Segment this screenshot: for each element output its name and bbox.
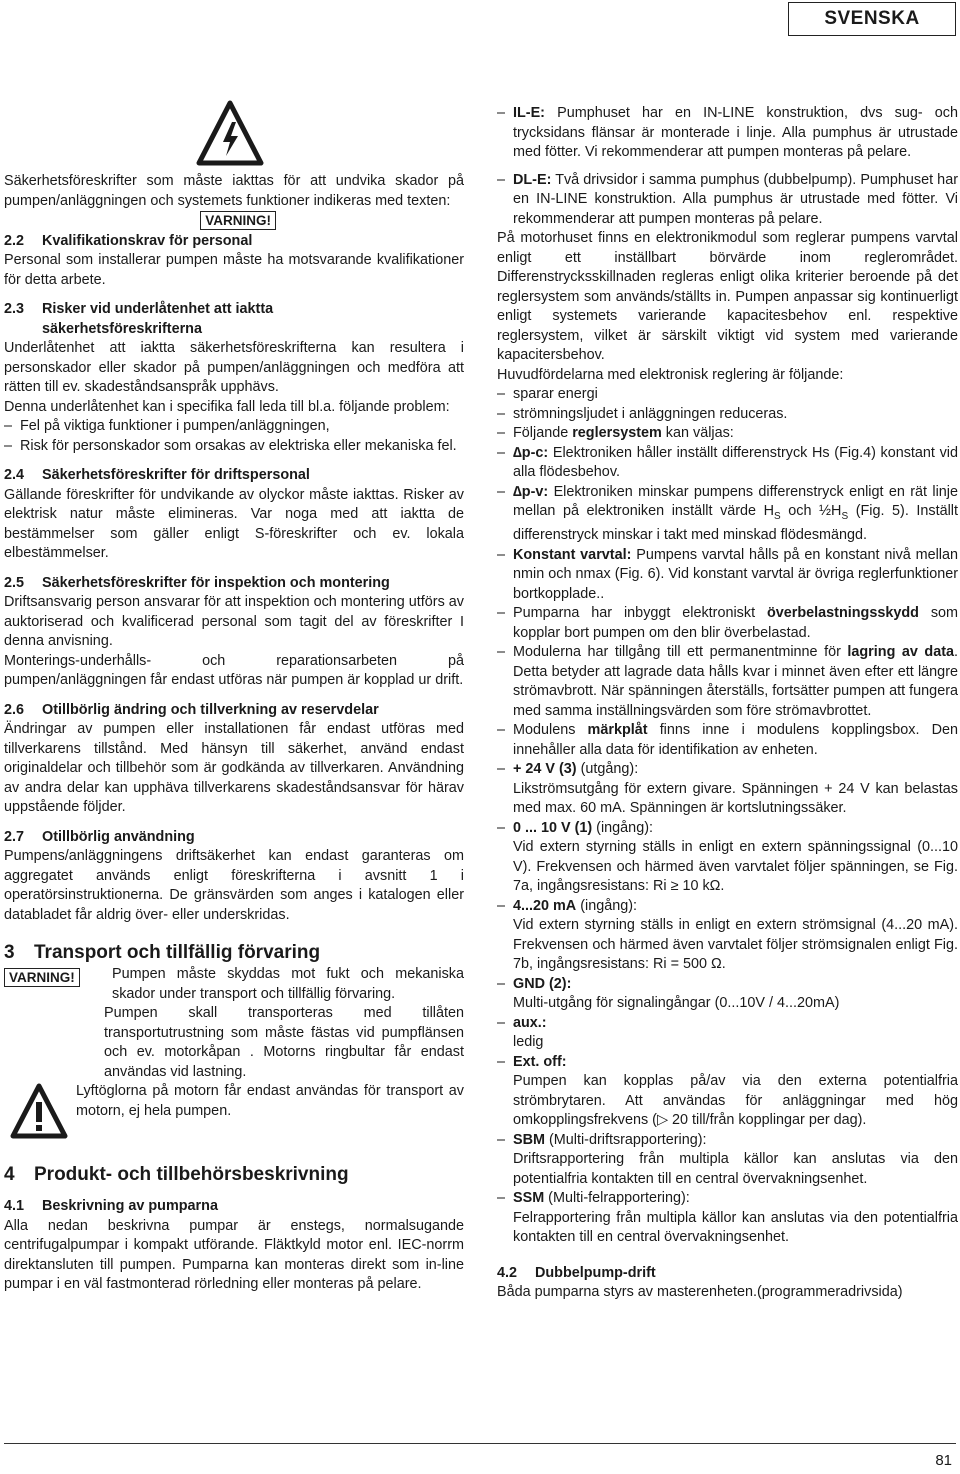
list-item: – IL-E: Pumphuset har en IN-LINE konstruktion, dvs sug- och trycksidans flänsar är monterade i linje. Alla pumphus är utrustade med fötter. Vi rekommenderar att pumpen monteras på pelare. [497, 104, 958, 163]
section-4-heading: 4 Produkt- och tillbehörsbeskrivning [4, 1164, 349, 1185]
advantages-list [497, 385, 958, 1248]
section-3-heading: 3 Transport och tillfällig förvaring [4, 942, 321, 963]
section-4-1-text: Alla nedan beskrivna pumpar är enstegs, normalsugande centrifugalpumpar i kompakt utförande. Fläktkyld motor enl. IEC-norrm direktansluten till pumpen. Pumparna kan monteras direkt som in-line pumpar i en väl fastmonterad rörledning eller monteras på pelare. [4, 1217, 464, 1292]
left-column [4, 120, 464, 1295]
intro-text: Säkerhetsföreskrifter som måste iakttas för att undvika skador på pumpen/anläggningen och systemets funktioner indikeras med texten: [4, 173, 464, 209]
list-item: – Följande reglersystem kan väljas: [497, 424, 958, 444]
list-item: – Fel på viktiga funktioner i pumpen/anläggningen, [4, 417, 464, 437]
list-item: – aux.: ledig [497, 1014, 958, 1053]
section-2-2-text: Personal som installerar pumpen måste ha motsvarande kvalifikationer för detta arbete. [4, 252, 464, 288]
section-3-text3: Lyftöglorna på motorn får endast användas för transport av motorn, ej hela pumpen. [76, 1083, 464, 1119]
advantages-intro: Huvudfördelarna med elektronisk reglering är följande: [497, 366, 844, 383]
warning-label: VARNING! [200, 211, 276, 230]
section-3-text2: Pumpen skall transporteras med tillåten transportutrustning som måste fästas vid pumpflänsen och ev. motorkåpan . Motorns ringbultar får endast användas vid lastning. [104, 1005, 464, 1080]
section-4-2-text: Båda pumparna styrs av masterenheten.(programmeradrivsida) [497, 1284, 903, 1301]
section-2-3-text1: Underlåtenhet att iaktta säkerhetsföreskrifterna kan resultera i personskador eller skador på pumpen/anläggningen och medföra att rätten till ev. skadeståndsanspråk upphävs. [4, 340, 464, 395]
section-2-3-text2: Denna underlåtenhet kan i specifika fall leda till bl.a. följande problem: [4, 398, 450, 415]
list-item: – ∆p-v: Elektroniken minskar pumpens differenstryck enligt en rät linje mellan på elektroniken inställt värde $H_S$ och $\frac{1}{2}H_S$ (Fig. 5). Inställt differenstryck minskar i takt med minskad flödesmängd. [497, 483, 958, 546]
list-item: – SSM (Multi-felrapportering): Felrapportering från multipla källor kan anslutas via den potentialfria kontakten till en central övervakningsenhet. [497, 1189, 958, 1248]
section-2-7-text: Pumpens/anläggningens driftsäkerhet kan endast garanteras om aggregatet används enligt föreskrifterna i avsnitt 1 i operatörsinstruktionerna. De gränsvärden som anges i katalogen eller databladet får aldrig över- eller underskridas. [4, 848, 464, 923]
list-item: – ∆p-c: Elektroniken håller inställt differenstryck Hs (Fig.4) konstant vid alla flödesbehov. [497, 444, 958, 483]
section-2-3-heading-line2: säkerhetsföreskrifterna [42, 320, 202, 337]
list-item: – + 24 V (3) (utgång): Likströmsutgång för extern givare. Spänningen + 24 V kan belastas med max. 60 mA. Spänningen är kortslutningssäker. [497, 760, 958, 819]
list-item: – GND (2): Multi-utgång för signalingångar (0...10V / 4...20mA) [497, 975, 958, 1014]
pump-types-list [497, 104, 958, 229]
right-column [497, 104, 958, 1303]
section-2-5-text2: Monterings-underhålls- och reparationsarbeten på pumpen/anläggningen får endast utföras när pumpen är kopplad ur drift. [4, 652, 464, 688]
list-item: – 0 ... 10 V (1) (ingång): Vid extern styrning ställs in enligt en extern spänningssignal (0...10 V). Frekvensen och härmed även varvtalet följer spänningen, se Fig. 7a, ingångsresistans: Ri ≥ 10 kΩ. [497, 819, 958, 897]
section-4-2-heading: 4.2 Dubbelpump-drift [497, 1264, 656, 1281]
section-2-5-heading: 2.5 Säkerhetsföreskrifter för inspektion och montering [4, 574, 390, 591]
list-item: – DL-E: Två drivsidor i samma pumphus (dubbelpump). Pumphuset har en IN-LINE konstruktion. Alla pumphus är utrustade med fötter. Vi rekommenderar att pumpen monteras på pelare. [497, 171, 958, 230]
electronics-text: På motorhuset finns en elektronikmodul som reglerar pumpens varvtal enligt ett inställbart börvärde inom reglerområdet. Differenstrycksskillnaden regleras enligt olika kriterier beroende på det reglersystem som används/ställts in. Pumpen anpassar sig kontinuerligt enligt systemets varierande kapacitesbehov enl. respektive reglersystem, vilket är särskilt viktigt vid system med varierande kapacitersbehov. [497, 230, 958, 363]
section-2-6-heading: 2.6 Otillbörlig ändring och tillverkning av reservdelar [4, 701, 379, 718]
section-4-1-heading: 4.1 Beskrivning av pumparna [4, 1198, 218, 1214]
list-item: – SBM (Multi-driftsrapportering): Driftsrapportering från multipla källor kan anslutas via den potentialfria kontakten till en central övervakningsenhet. [497, 1131, 958, 1190]
section-2-3-heading: 2.3 Risker vid underlåtenhet att iaktta [4, 301, 274, 317]
section-2-6-text: Ändringar av pumpen eller installationen får endast utföras med tillverkarens tillstånd. Med hänsyn till säkerhet, använd endast originaldelar och tillbehör som är godkända av tillverkaren. Användning av andra delar kan upphäva tillverkarens skadeståndsansvar för härav uppstående följder. [4, 721, 464, 815]
list-item: – Risk för personskador som orsakas av elektriska eller mekaniska fel. [4, 437, 464, 457]
section-3-text1: Pumpen måste skyddas mot fukt och mekaniska skador under transport och tillfällig förvaring. [112, 966, 464, 1002]
list-item: – sparar energi [497, 385, 958, 405]
section-2-4-text: Gällande föreskrifter för undvikande av olyckor måste iakttas. Risker av elektrisk natur måste elimineras. Var noga med att iaktta de bestämmelser som gäller enligt S-föreskrifter och ev. lokala elbestämmelser. [4, 486, 464, 561]
list-item: – Modulens märkplåt finns inne i modulens kopplingsbox. Den innehåller alla data för identifikation av enheten. [497, 721, 958, 760]
page-number: 81 [935, 1452, 952, 1469]
list-item: – 4...20 mA (ingång): Vid extern styrning ställs in enligt en extern strömsignal (4...20 mA). Frekvensen och härmed även varvtalet följer strömsignalen enligt Fig. 7b, ingångsresistans: Ri = 500 Ω. [497, 897, 958, 975]
general-warning-icon [10, 1083, 68, 1139]
list-item: – Pumparna har inbyggt elektroniskt överbelastningsskydd som kopplar bort pumpen om den blir överbelastad. [497, 604, 958, 643]
section-2-7-heading: 2.7 Otillbörlig användning [4, 828, 195, 845]
section-2-4-heading: 2.4 Säkerhetsföreskrifter för driftspersonal [4, 467, 310, 483]
section-2-5-text1: Driftsansvarig person ansvarar för att inspektion och montering utförs av auktoriserad och kvalificerad personal som tagit del av föreskrifter I denna anvisning. [4, 594, 464, 649]
section-2-3-list [4, 417, 464, 456]
footer-rule [4, 1443, 956, 1444]
list-item: – Ext. off: Pumpen kan kopplas på/av via den externa potentialfria strömbrytaren. Att användas för anläggningar med hög omkopplingsfrekvens (▷ 20 till/från kopplingar per dag). [497, 1053, 958, 1131]
section-3-body [4, 965, 464, 1121]
section-2-2-heading: 2.2 Kvalifikationskrav för personal [4, 232, 253, 249]
list-item: – strömningsljudet i anläggningen reduceras. [497, 405, 958, 425]
language-badge: SVENSKA [788, 2, 956, 36]
list-item: – Konstant varvtal: Pumpens varvtal hålls på en konstant nivå mellan nmin och nmax (Fig. 6). Vid konstant varvtal är övriga reglerfunktioner bortkopplade.. [497, 546, 958, 605]
list-item: – Modulerna har tillgång till ett permanentminne för lagring av data. Detta betyder att lagrade data hålls kvar i minnet även efter ett längre strömavbrott. När spänningen återställs, fortsätter pumpen att fungera med samma inställningsvärden som före strömavbrottet. [497, 643, 958, 721]
section-3-warning-label: VARNING! [4, 968, 80, 987]
